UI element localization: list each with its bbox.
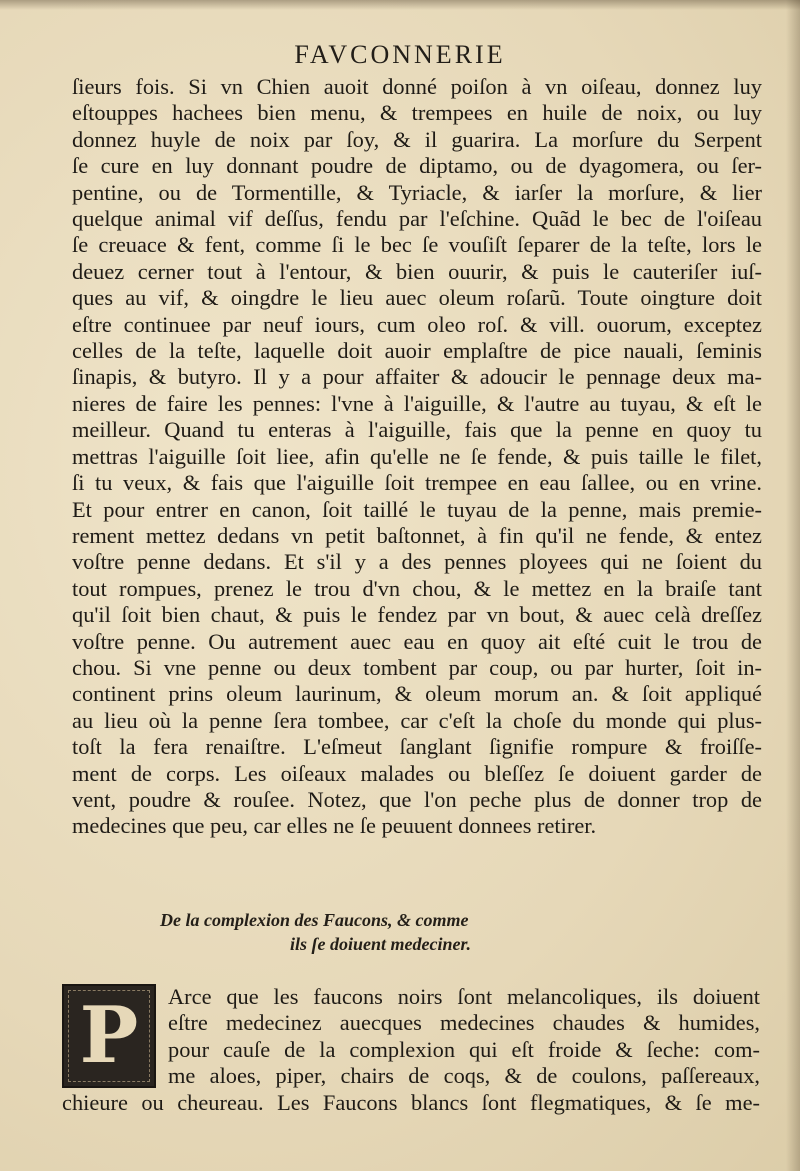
text-line: voſtre penne dedans. Et s'il y a des pennes ployees qui ne ſoient du [72, 549, 762, 575]
text-line: continent prins oleum laurinum, & oleum morum an. & ſoit appliqué [72, 681, 762, 707]
section-heading-line-2: ils ſe doiuent medeciner. [290, 934, 471, 954]
text-line: quelque animal vif deſſus, fendu par l'eſchine. Quãd le bec de l'oiſeau [72, 206, 762, 232]
text-line: voſtre penne. Ou autrement auec eau en quoy ait eſté cuit le trou de [72, 628, 762, 654]
text-line: medecines que peu, car elles ne ſe peuuent donnees retirer. [72, 813, 597, 839]
page-top-shadow [0, 0, 800, 10]
text-line: meilleur. Quand tu enteras à l'aiguille, fais que la penne en quoy tu [72, 417, 762, 443]
text-line: deuez cerner tout à l'entour, & bien ouurir, & puis le cauteriſer iuſ- [72, 258, 762, 284]
text-line: eſtre continuee par neuf iours, cum oleo roſ. & vill. ouorum, exceptez [72, 311, 762, 337]
text-line: toſt la fera renaiſtre. L'eſmeut ſanglant ſignifie rompure & froiſſe- [72, 734, 762, 760]
ornamental-dropcap [62, 984, 156, 1088]
text-line: au lieu où la penne ſera tombee, car c'eſt la choſe du monde qui plus- [72, 707, 762, 733]
text-line: Arce que les faucons noirs ſont melancoliques, ils doiuent [168, 984, 760, 1009]
running-head: FAVCONNERIE [294, 40, 506, 69]
text-line: celles de la teſte, laquelle doit auoir emplaſtre de pice nauali, ſeminis [72, 338, 762, 364]
text-line: vent, poudre & rouſee. Notez, que l'on peche plus de donner trop de [72, 786, 762, 812]
chapter-opening-text [168, 984, 760, 1090]
dropcap-letter: P [79, 990, 139, 1081]
text-line: ſe creuace & fent, comme ſi le bec ſe vouſiſt ſeparer de la teſte, lors le [72, 232, 762, 258]
text-line: eſtre medecinez auecques medecines chaudes & humides, [168, 1010, 760, 1036]
text-line: mettras l'aiguille ſoit liee, afin qu'elle ne ſe fende, & puis taille le filet, [72, 443, 762, 469]
main-text-block [72, 74, 762, 840]
text-line: ſinapis, & butyro. Il y a pour affaiter & adoucir le pennage deux ma- [72, 364, 762, 390]
text-line: ment de corps. Les oiſeaux malades ou bleſſez ſe doiuent garder de [72, 760, 762, 786]
text-line: me aloes, piper, chairs de coqs, & de coulons, paſſereaux, [168, 1063, 760, 1089]
text-line-final: chieure ou cheureau. Les Faucons blancs ſont flegmatiques, & ſe me- [62, 1090, 760, 1115]
section-heading-line-1: De la complexion des Faucons, & comme [160, 910, 469, 930]
text-line: ſieurs fois. Si vn Chien auoit donné poiſon à vn oiſeau, donnez luy [72, 74, 762, 99]
text-line: Et pour entrer en canon, ſoit taillé le tuyau de la penne, mais premie- [72, 496, 762, 522]
text-line: chou. Si vne penne ou deux tombent par coup, ou par hurter, ſoit in- [72, 654, 762, 680]
text-line: donnez huyle de noix par ſoy, & il guarira. La morſure du Serpent [72, 126, 762, 152]
text-line: rement mettez dedans vn petit baſtonnet, à fin qu'il ne fende, & entez [72, 522, 762, 548]
text-line: nieres de faire les pennes: l'vne à l'aiguille, & l'autre au tuyau, & eſt le [72, 390, 762, 416]
section-heading [160, 908, 640, 956]
text-line: pentine, ou de Tormentille, & Tyriacle, & iarſer la morſure, & lier [72, 179, 762, 205]
text-line: eſtouppes hachees bien menu, & trempees en huile de noix, ou luy [72, 100, 762, 126]
text-line: ſe cure en luy donnant poudre de diptamo, ou de dyagomera, ou ſer- [72, 153, 762, 179]
text-line: qu'il ſoit bien chaut, & puis le fendez par vn bout, & auec celà dreſſez [72, 602, 762, 628]
text-line: ſi tu veux, & fais que l'aiguille ſoit trempee en eau ſallee, ou en vrine. [72, 470, 762, 496]
text-line: pour cauſe de la complexion qui eſt froide & ſeche: com- [168, 1036, 760, 1062]
page-gutter-shadow [786, 0, 800, 1171]
text-line: tout rompues, prenez le trou d'vn chou, & le mettez en la braiſe tant [72, 575, 762, 601]
text-line: ques au vif, & oingdre le lieu auec oleum roſarũ. Toute oingture doit [72, 285, 762, 311]
